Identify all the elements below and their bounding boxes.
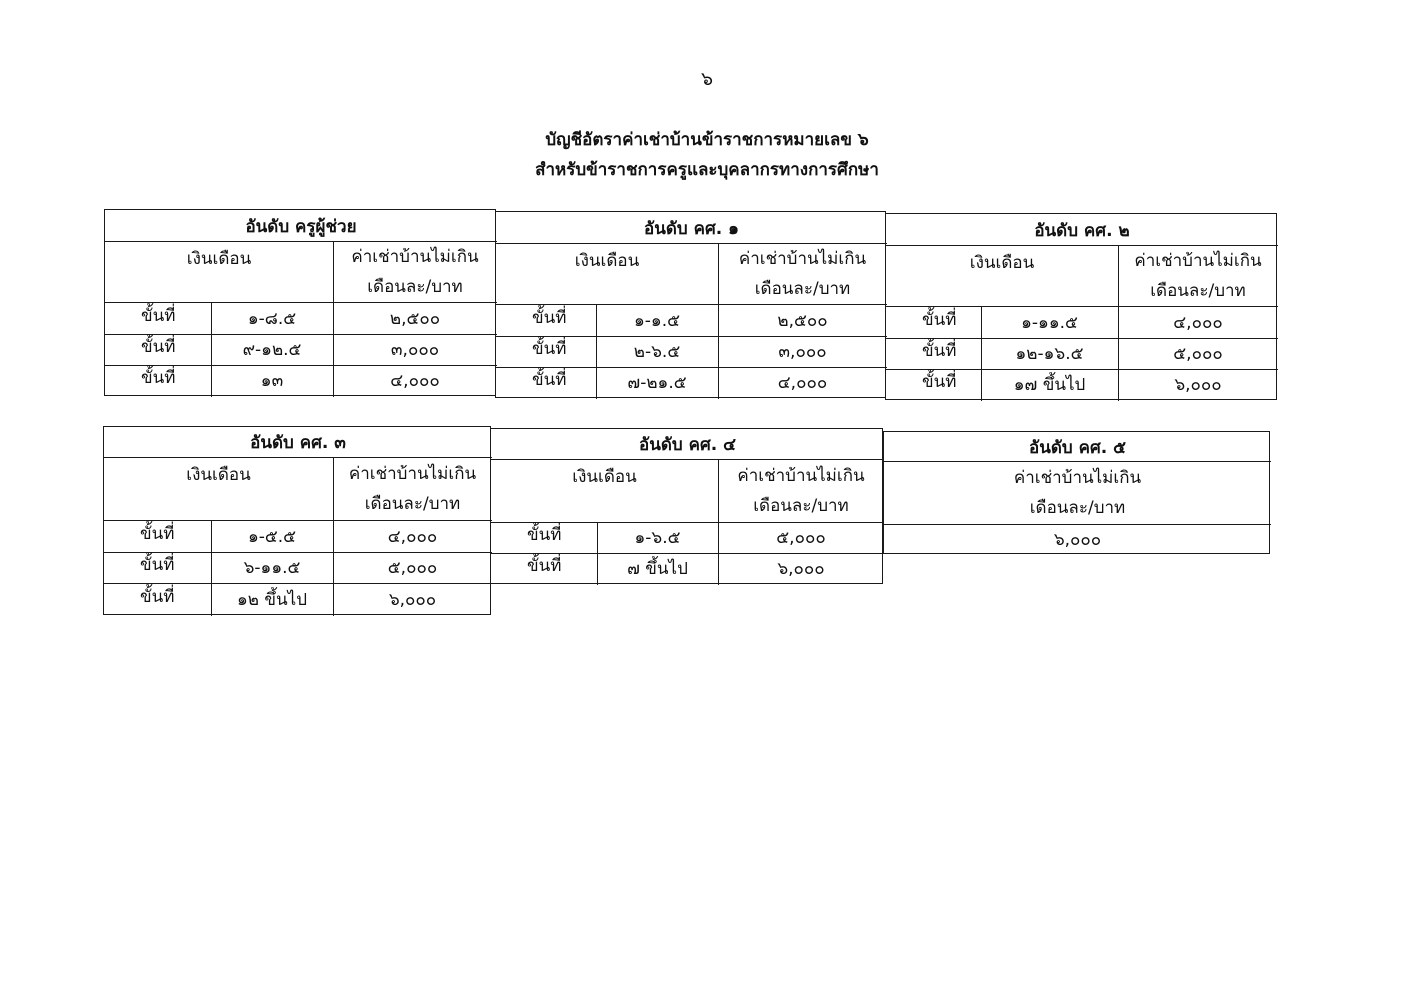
page-number: ๖ <box>700 68 714 90</box>
rent-header-line2: เดือนละ/บาท <box>367 277 463 297</box>
document-subtitle: สำหรับข้าราชการครูและบุคลากรทางการศึกษา <box>535 160 879 180</box>
step-label: ขั้นที่ <box>140 523 175 544</box>
group-kso-4 <box>490 428 883 584</box>
rent-value: ๔,๐๐๐ <box>777 373 828 393</box>
rent-value: ๕,๐๐๐ <box>1173 344 1223 364</box>
step-label: ขั้นที่ <box>140 555 175 575</box>
salary-range: ๗ ขึ้นไป <box>627 559 688 579</box>
rent-value: ๔,๐๐๐ <box>1173 312 1223 333</box>
salary-range: ๑๒-๑๖.๕ <box>1015 344 1084 364</box>
rent-header-line2: เดือนละ/บาท <box>1150 281 1246 301</box>
salary-header: เงินเดือน <box>574 250 640 271</box>
salary-range: ๑๓ <box>260 371 284 391</box>
rent-header <box>718 460 884 522</box>
salary-header: เงินเดือน <box>572 466 637 487</box>
group-title: อันดับ ครูผู้ช่วย <box>245 216 357 237</box>
salary-range: ๑๒ ขึ้นไป <box>237 589 307 610</box>
step-label: ขั้นที่ <box>527 556 562 576</box>
rent-value: ๔,๐๐๐ <box>390 371 440 391</box>
salary-range: ๑-๕.๕ <box>247 526 297 547</box>
step-label: ขั้นที่ <box>922 309 957 330</box>
step-label: ขั้นที่ <box>532 370 567 390</box>
group-kru-phu-chuay <box>104 209 496 396</box>
rent-value: ๖,๐๐๐ <box>388 589 437 610</box>
salary-range: ๙-๑๒.๕ <box>242 340 302 360</box>
step-label: ขั้นที่ <box>922 372 957 392</box>
group-kso-1 <box>495 211 886 398</box>
salary-range: ๗-๒๑.๕ <box>627 373 687 393</box>
rent-value: ๖,๐๐๐ <box>1174 375 1222 395</box>
rent-value: ๒,๕๐๐ <box>777 310 828 331</box>
rent-header-line1: ค่าเช่าบ้านไม่เกิน <box>348 464 477 484</box>
salary-header: เงินเดือน <box>186 464 251 485</box>
salary-header: เงินเดือน <box>969 252 1035 273</box>
group-title: อันดับ คศ. ๔ <box>639 435 736 455</box>
step-label: ขั้นที่ <box>532 339 567 359</box>
rent-header <box>333 458 492 520</box>
step-label: ขั้นที่ <box>527 525 562 545</box>
step-label: ขั้นที่ <box>922 341 957 361</box>
rent-header-line1: ค่าเช่าบ้านไม่เกิน <box>351 247 479 267</box>
rent-value: ๖,๐๐๐ <box>1053 529 1102 550</box>
rent-header <box>884 462 1271 524</box>
step-label: ขั้นที่ <box>141 305 176 326</box>
rent-header-line2: เดือนละ/บาท <box>753 496 849 516</box>
rent-value: ๕,๐๐๐ <box>387 558 438 578</box>
group-title: อันดับ คศ. ๓ <box>250 433 346 453</box>
group-kso-3 <box>103 426 491 615</box>
rent-header <box>718 244 887 304</box>
salary-range: ๑-๑๑.๕ <box>1021 312 1078 333</box>
rent-header-line1: ค่าเช่าบ้านไม่เกิน <box>737 466 865 486</box>
rent-value: ๕,๐๐๐ <box>776 528 826 548</box>
group-title: อันดับ คศ. ๑ <box>644 218 739 239</box>
rent-value: ๓,๐๐๐ <box>390 340 440 360</box>
rent-value: ๒,๕๐๐ <box>389 308 441 329</box>
document-title: บัญชีอัตราค่าเช่าบ้านข้าราชการหมายเลข ๖ <box>545 130 869 150</box>
rent-value: ๓,๐๐๐ <box>778 342 827 362</box>
salary-range: ๑-๘.๕ <box>247 308 297 329</box>
rent-header <box>333 242 497 302</box>
salary-range: ๑-๑.๕ <box>634 310 680 331</box>
step-label: ขั้นที่ <box>141 368 176 388</box>
rent-header-line1: ค่าเช่าบ้านไม่เกิน <box>1134 251 1262 271</box>
rent-value: ๔,๐๐๐ <box>387 526 438 547</box>
salary-range: ๖-๑๑.๕ <box>243 558 301 578</box>
group-kso-5 <box>883 431 1270 554</box>
salary-range: ๑๗ ขึ้นไป <box>1013 375 1086 395</box>
rent-header-line2: เดือนละ/บาท <box>754 279 851 299</box>
rent-header-line2: เดือนละ/บาท <box>1029 498 1126 518</box>
step-label: ขั้นที่ <box>532 307 567 328</box>
step-label: ขั้นที่ <box>141 337 176 357</box>
group-title: อันดับ คศ. ๕ <box>1029 437 1126 458</box>
rent-header-line1: ค่าเช่าบ้านไม่เกิน <box>1013 468 1142 488</box>
rent-value: ๖,๐๐๐ <box>777 559 825 579</box>
salary-range: ๒-๖.๕ <box>633 342 681 362</box>
rent-header <box>1118 246 1278 306</box>
salary-range: ๑-๖.๕ <box>634 528 681 548</box>
group-title: อันดับ คศ. ๒ <box>1034 220 1130 241</box>
rent-header-line2: เดือนละ/บาท <box>364 494 461 514</box>
step-label: ขั้นที่ <box>140 586 175 607</box>
group-kso-2 <box>885 213 1277 400</box>
salary-header: เงินเดือน <box>186 248 252 269</box>
rent-header-line1: ค่าเช่าบ้านไม่เกิน <box>738 249 867 269</box>
